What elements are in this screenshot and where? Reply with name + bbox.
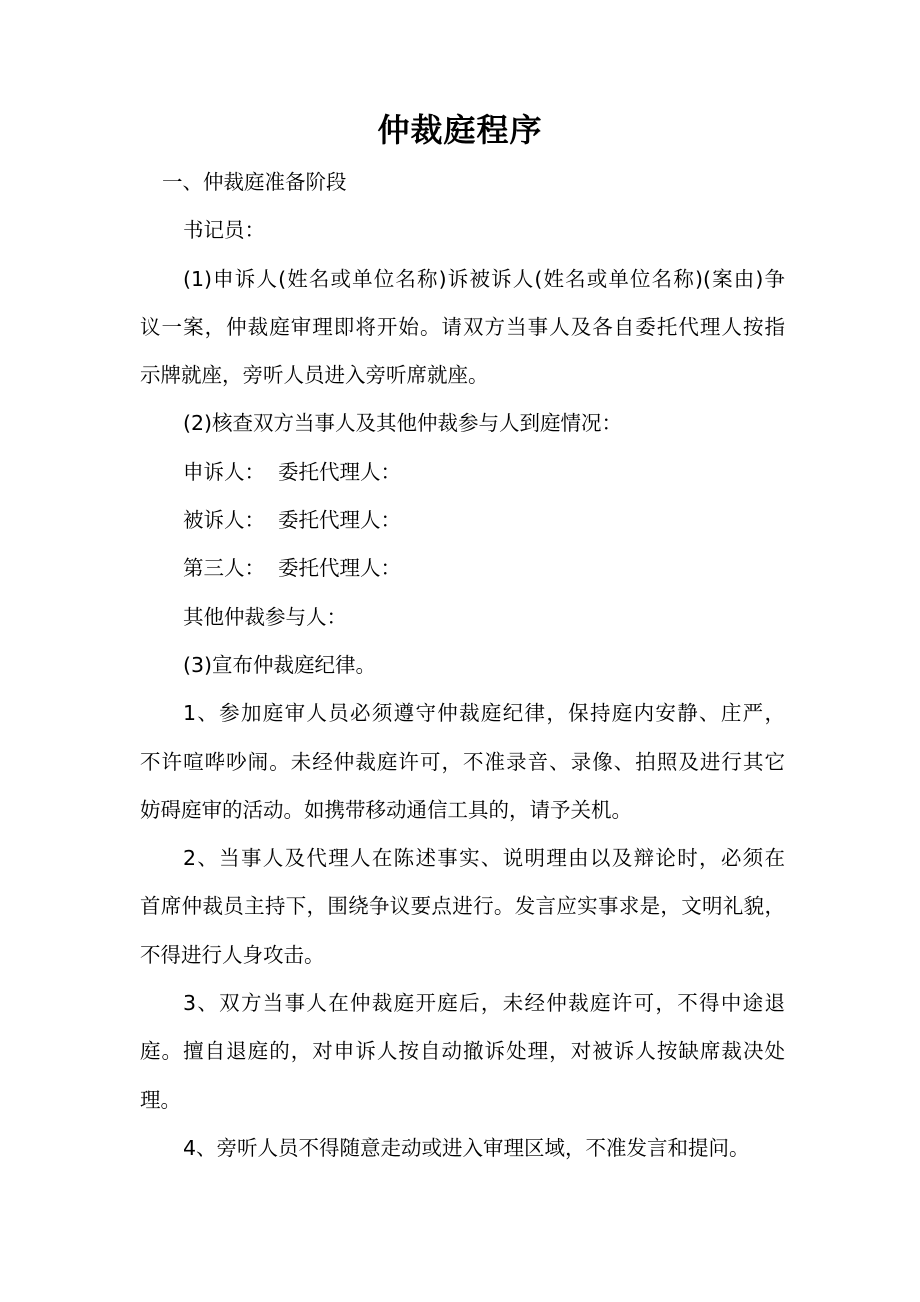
- document-title: 仲裁庭程序: [377, 111, 543, 149]
- rule-2-line-2: 首席仲裁员主持下，围绕争议要点进行。发言应实事求是，文明礼貌，: [140, 894, 785, 919]
- rule-1-line-3: 妨碍庭审的活动。如携带移动通信工具的，请予关机。: [140, 797, 632, 822]
- attendance-others: 其他仲裁参与人：: [183, 604, 347, 629]
- item-1-line-3: 示牌就座，旁听人员进入旁听席就座。: [140, 363, 489, 388]
- item-2-attendance-check: (2)核查双方当事人及其他仲裁参与人到庭情况：: [183, 411, 623, 436]
- attendance-third-party: 第三人： 委托代理人：: [183, 556, 402, 581]
- rule-3-line-3: 理。: [140, 1087, 181, 1112]
- item-1-line-2: 议一案，仲裁庭审理即将开始。请双方当事人及各自委托代理人按指: [140, 314, 785, 339]
- item-1-line-1: (1)申诉人(姓名或单位名称)诉被诉人(姓名或单位名称)(案由)争: [183, 266, 785, 291]
- attendance-respondent: 被诉人： 委托代理人：: [183, 508, 402, 533]
- rule-1-line-1: 1、参加庭审人员必须遵守仲裁庭纪律，保持庭内安静、庄严，: [183, 701, 785, 726]
- document-body: [140, 158, 785, 1172]
- rule-4-line-1: 4、旁听人员不得随意走动或进入审理区域，不准发言和提问。: [183, 1135, 750, 1160]
- clerk-label: 书记员：: [183, 218, 265, 243]
- item-3-announce-discipline: (3)宣布仲裁庭纪律。: [183, 652, 377, 677]
- rule-3-line-1: 3、双方当事人在仲裁庭开庭后，未经仲裁庭许可，不得中途退: [183, 991, 785, 1016]
- rule-1-line-2: 不许喧哗吵闹。未经仲裁庭许可，不准录音、录像、拍照及进行其它: [140, 749, 785, 774]
- attendance-applicant: 申诉人： 委托代理人：: [183, 459, 402, 484]
- rule-3-line-2: 庭。擅自退庭的，对申诉人按自动撤诉处理，对被诉人按缺席裁决处: [140, 1039, 785, 1064]
- rule-2-line-1: 2、当事人及代理人在陈述事实、说明理由以及辩论时，必须在: [183, 846, 785, 871]
- rule-2-line-3: 不得进行人身攻击。: [140, 942, 325, 967]
- section-heading-preparation: 一、仲裁庭准备阶段: [162, 170, 347, 194]
